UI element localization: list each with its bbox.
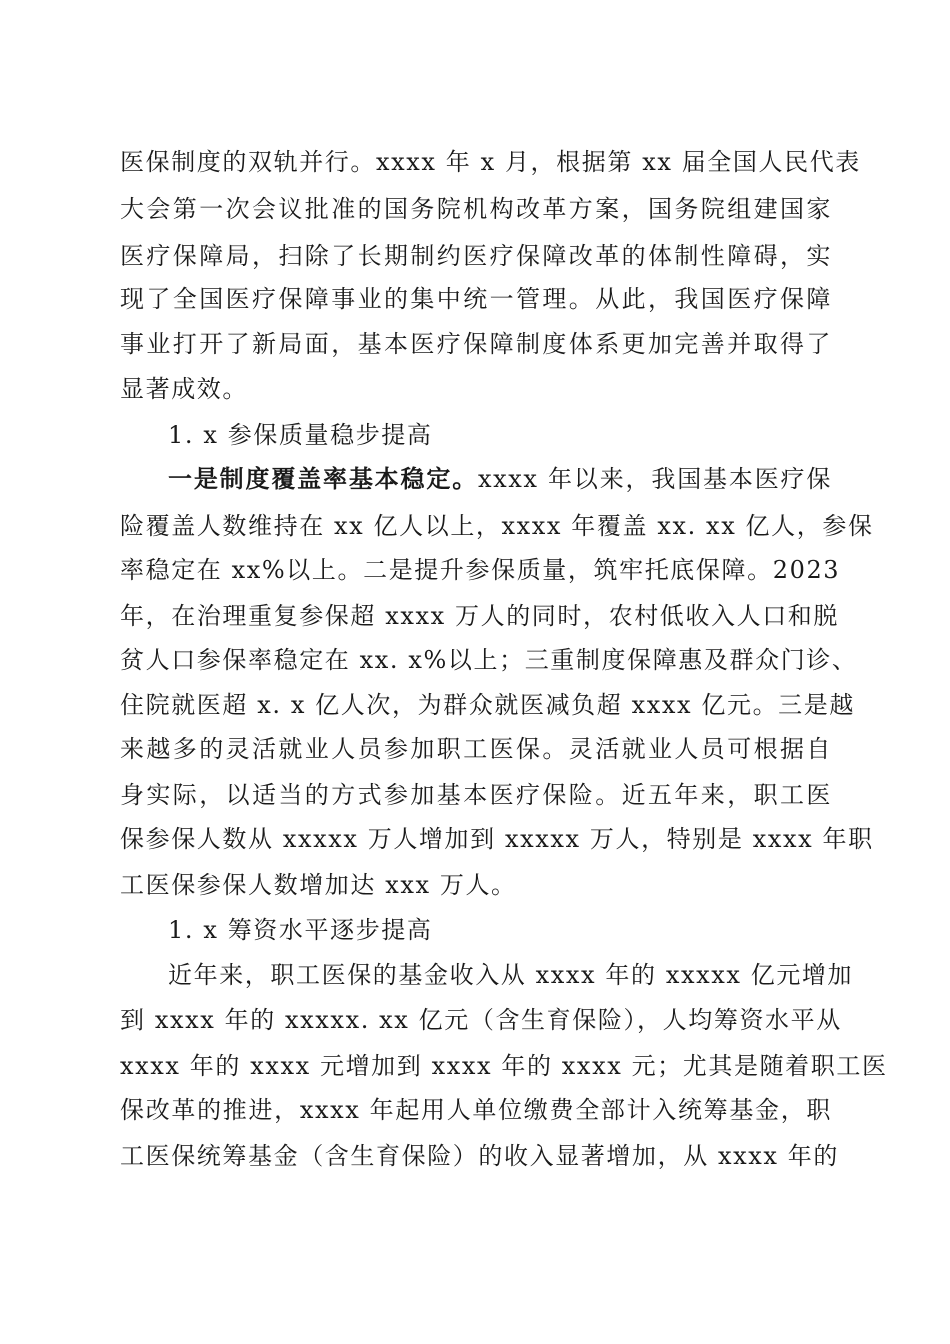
- paragraph-line: 医疗保障局，扫除了长期制约医疗保障改革的体制性障碍，实: [120, 242, 832, 270]
- paragraph-line: 身实际，以适当的方式参加基本医疗保险。近五年来，职工医: [120, 781, 832, 809]
- paragraph-line: 住院就医超 x. x 亿人次，为群众就医减负超 xxxx 亿元。三是越: [120, 691, 855, 719]
- paragraph-line: 工医保参保人数增加达 xxx 万人。: [120, 871, 517, 899]
- paragraph-line: 大会第一次会议批准的国务院机构改革方案，国务院组建国家: [120, 195, 832, 223]
- paragraph-line-rest: xxxx 年以来，我国基本医疗保: [478, 465, 832, 493]
- paragraph-line: 贫人口参保率稳定在 xx. x%以上；三重制度保障惠及群众门诊、: [120, 646, 858, 674]
- paragraph-line: [168, 462, 832, 496]
- bold-lead-phrase: 一是制度覆盖率基本稳定。: [168, 464, 479, 493]
- paragraph-line: 率稳定在 xx%以上。二是提升参保质量，筑牢托底保障。2023: [120, 556, 841, 584]
- paragraph-line: 近年来，职工医保的基金收入从 xxxx 年的 xxxxx 亿元增加: [168, 961, 854, 989]
- section-heading: 1. x 参保质量稳步提高: [168, 421, 433, 449]
- paragraph-line: 显著成效。: [120, 375, 248, 403]
- paragraph-line: 年，在治理重复参保超 xxxx 万人的同时，农村低收入人口和脱: [120, 602, 839, 630]
- section-heading: 1. x 筹资水平逐步提高: [168, 916, 433, 944]
- paragraph-line: 医保制度的双轨并行。xxxx 年 x 月，根据第 xx 届全国人民代表: [120, 148, 861, 176]
- paragraph-line: 来越多的灵活就业人员参加职工医保。灵活就业人员可根据自: [120, 735, 832, 763]
- paragraph-line: 保改革的推进，xxxx 年起用人单位缴费全部计入统筹基金，职: [120, 1096, 832, 1124]
- paragraph-line: 险覆盖人数维持在 xx 亿人以上，xxxx 年覆盖 xx. xx 亿人，参保: [120, 512, 874, 540]
- paragraph-line: 现了全国医疗保障事业的集中统一管理。从此，我国医疗保障: [120, 285, 832, 313]
- paragraph-line: 到 xxxx 年的 xxxxx. xx 亿元（含生育保险），人均筹资水平从: [120, 1006, 842, 1034]
- paragraph-line: xxxx 年的 xxxx 元增加到 xxxx 年的 xxxx 元；尤其是随着职工医: [120, 1052, 888, 1080]
- paragraph-line: 保参保人数从 xxxxx 万人增加到 xxxxx 万人，特别是 xxxx 年职: [120, 825, 874, 853]
- paragraph-line: 工医保统筹基金（含生育保险）的收入显著增加，从 xxxx 年的: [120, 1142, 839, 1170]
- paragraph-line: 事业打开了新局面，基本医疗保障制度体系更加完善并取得了: [120, 330, 832, 358]
